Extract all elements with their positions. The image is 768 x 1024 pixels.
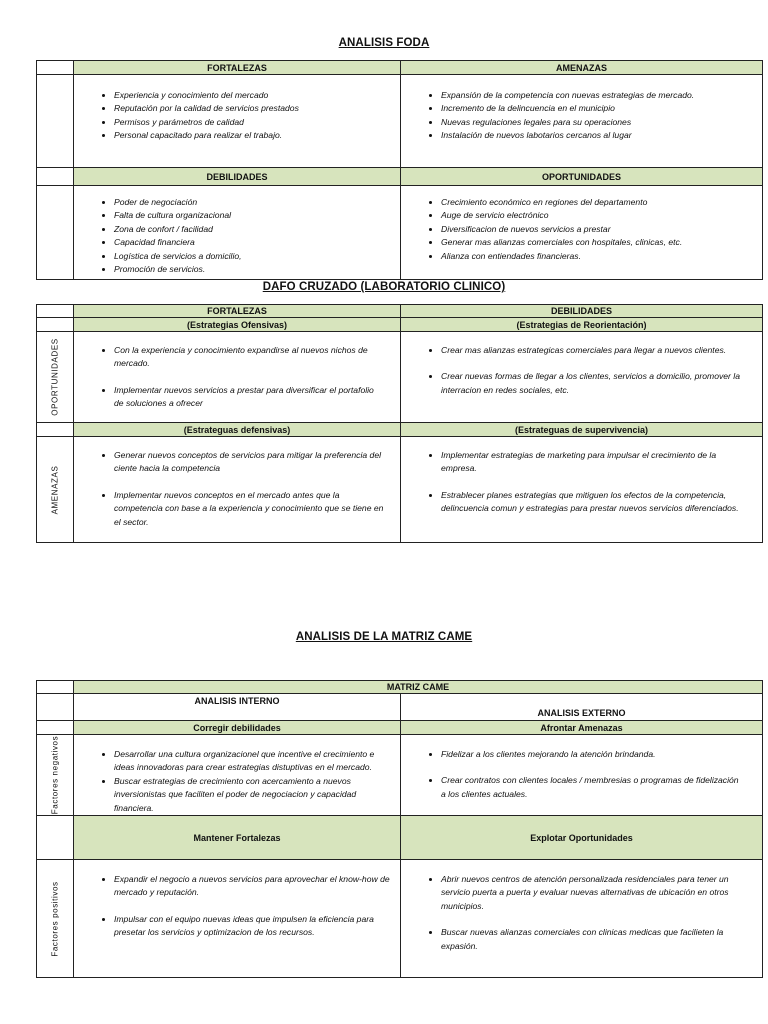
dafo-debilidades-header: DEBILIDADES xyxy=(401,305,763,318)
list-item: • Crear contratos con clientes locales / membresias o programas de fidelización a los clientes actuales. xyxy=(441,774,744,801)
came-negativos-label-cell xyxy=(37,735,74,816)
foda-amenazas-header: AMENAZAS xyxy=(401,61,763,75)
came-interno-header: ANALISIS INTERNO xyxy=(74,694,401,721)
came-afrontar-cell xyxy=(401,735,763,816)
dafo-defensivas-cell xyxy=(74,437,401,543)
foda-debilidades-cell xyxy=(74,186,401,280)
dafo-fortalezas-header: FORTALEZAS xyxy=(74,305,401,318)
foda-oportunidades-cell xyxy=(401,186,763,280)
list-item: • Poder de negociación xyxy=(114,196,400,209)
foda-table xyxy=(36,60,763,280)
corner-cell xyxy=(37,721,74,735)
dafo-defensivas-header: (Estrateguas defensivas) xyxy=(74,423,401,437)
dafo-ofensivas-cell xyxy=(74,332,401,423)
dafo-supervivencia-list xyxy=(401,449,762,516)
list-item: • Instalación de nuevos labotarios cercanos al lugar xyxy=(441,129,762,142)
foda-fortalezas-header: FORTALEZAS xyxy=(74,61,401,75)
list-item: • Buscar nuevas alianzas comerciales con clinicas medicas que facilieten la expasión. xyxy=(441,926,750,953)
list-item: • Con la experiencia y conocimiento expandirse al nuevos nichos de mercado. xyxy=(114,344,382,371)
list-item: • Abrir nuevos centros de atención personalizada residenciales para tener un servicio puerta a puerta y evaluar nuevas alternativas de ubicación en otros municipios. xyxy=(441,873,750,913)
list-item: • Implementar nuevos servicios a prestar para diversificar el portafolio de soluciones a ofrecer xyxy=(114,384,382,411)
came-afrontar-header: Afrontar Amenazas xyxy=(401,721,763,735)
list-item: • Capacidad financiera xyxy=(114,236,400,249)
foda-title: ANALISIS FODA xyxy=(338,37,430,49)
came-corregir-header: Corregir debilidades xyxy=(74,721,401,735)
list-item: • Crecimiento económico en regiones del departamento xyxy=(441,196,762,209)
list-item: • Experiencia y conocimiento del mercado xyxy=(114,89,400,102)
list-item: • Fidelizar a los clientes mejorando la atención brindanda. xyxy=(441,748,744,761)
dafo-amenazas-label: AMENAZAS xyxy=(50,465,60,514)
corner-cell xyxy=(37,305,74,318)
dafo-ofensivas-header: (Estrategias Ofensivas) xyxy=(74,318,401,332)
list-item: • Generar mas alianzas comerciales con hospitales, clinicas, etc. xyxy=(441,236,762,249)
dafo-defensivas-list xyxy=(74,449,400,529)
row-label-cell xyxy=(37,186,74,280)
dafo-table xyxy=(36,304,763,543)
corner-cell xyxy=(37,61,74,75)
list-item: • Expansión de la competencia con nuevas estrategias de mercado. xyxy=(441,89,762,102)
corner-cell xyxy=(37,694,74,721)
row-label-cell xyxy=(37,75,74,168)
dafo-oportunidades-label: OPORTUNIDADES xyxy=(50,338,60,416)
list-item: • Buscar estrategias de crecimiento con acercamiento a nuevos inversionistas que faciliten el poder de negociacion y capacidad financiera. xyxy=(114,775,386,815)
list-item: • Crear mas alianzas estrategicas comerciales para llegar a nuevos clientes. xyxy=(441,344,742,357)
dafo-ofensivas-list xyxy=(74,344,400,411)
came-mantener-header: Mantener Fortalezas xyxy=(74,816,401,860)
list-item: • Permisos y parámetros de calidad xyxy=(114,116,400,129)
foda-fortalezas-list xyxy=(74,89,400,143)
list-item: • Desarrollar una cultura organizacionel que incentive el crecimiento e ideas innovadoras para crear estrategias distuptivas en el mercado. xyxy=(114,748,386,775)
came-mantener-list xyxy=(74,873,400,940)
dafo-title: DAFO CRUZADO (LABORATORIO CLINICO) xyxy=(262,281,506,293)
foda-oportunidades-list xyxy=(401,196,762,263)
list-item: • Diversificacion de nuevos servicios a prestar xyxy=(441,223,762,236)
list-item: • Nuevas regulaciones legales para su operaciones xyxy=(441,116,762,129)
list-item: • Zona de confort / facilidad xyxy=(114,223,400,236)
came-corregir-cell xyxy=(74,735,401,816)
came-table xyxy=(36,680,763,978)
came-explotar-list xyxy=(401,873,762,953)
list-item: • Impulsar con el equipo nuevas ideas que impulsen la eficiencia para presetar los servicios y optimizacion de los recursos. xyxy=(114,913,390,940)
came-corregir-list xyxy=(74,748,400,815)
dafo-oportunidades-label-cell xyxy=(37,332,74,423)
corner-cell xyxy=(37,816,74,860)
dafo-supervivencia-cell xyxy=(401,437,763,543)
came-explotar-cell xyxy=(401,860,763,978)
list-item: • Generar nuevos conceptos de servicios para mitigar la preferencia del ciente hacia la competencia xyxy=(114,449,384,476)
list-item: • Implementar nuevos conceptos en el mercado antes que la competencia con base a la experiencia y conocimiento que se tiene en el sector. xyxy=(114,489,384,529)
list-item: • Crear nuevas formas de llegar a los clientes, servicios a domicilio, promover la interracion en redes sociales, etc. xyxy=(441,370,742,397)
list-item: • Personal capacitado para realizar el trabajo. xyxy=(114,129,400,142)
foda-amenazas-list xyxy=(401,89,762,143)
list-item: • Incremento de la delincuencia en el municipio xyxy=(441,102,762,115)
dafo-amenazas-label-cell xyxy=(37,437,74,543)
list-item: • Implementar estrategias de marketing para impulsar el crecimiento de la empresa. xyxy=(441,449,744,476)
foda-debilidades-list xyxy=(74,196,400,276)
came-explotar-header: Explotar Oportunidades xyxy=(401,816,763,860)
foda-oportunidades-header: OPORTUNIDADES xyxy=(401,168,763,186)
corner-cell xyxy=(37,423,74,437)
list-item: • Alianza con entiendades financieras. xyxy=(441,250,762,263)
foda-fortalezas-cell xyxy=(74,75,401,168)
list-item: • Estrablecer planes estrategias que mitiguen los efectos de la competencia, delincuencia comun y estrategias para prestar nuevos servicios diferenciados. xyxy=(441,489,744,516)
list-item: • Promoción de servicios. xyxy=(114,263,400,276)
foda-amenazas-cell xyxy=(401,75,763,168)
dafo-reorientacion-cell xyxy=(401,332,763,423)
came-externo-header: ANALISIS EXTERNO xyxy=(401,694,763,721)
list-item: • Reputación por la calidad de servicios prestados xyxy=(114,102,400,115)
came-matriz-header: MATRIZ CAME xyxy=(74,681,763,694)
came-negativos-label: Factores negativos xyxy=(50,735,60,815)
came-positivos-label-cell xyxy=(37,860,74,978)
came-positivos-label: Factores positivos xyxy=(50,880,60,957)
foda-debilidades-header: DEBILIDADES xyxy=(74,168,401,186)
dafo-reorientacion-header: (Estrategias de Reorientación) xyxy=(401,318,763,332)
list-item: • Falta de cultura organizacional xyxy=(114,209,400,222)
dafo-reorientacion-list xyxy=(401,344,762,397)
list-item: • Expandir el negocio a nuevos servicios para aprovechar el know-how de mercado y reputación. xyxy=(114,873,390,900)
came-title: ANALISIS DE LA MATRIZ CAME xyxy=(295,631,473,643)
corner-cell xyxy=(37,318,74,332)
corner-cell xyxy=(37,168,74,186)
came-afrontar-list xyxy=(401,748,762,801)
corner-cell xyxy=(37,681,74,694)
dafo-supervivencia-header: (Estrateguas de supervivencia) xyxy=(401,423,763,437)
came-mantener-cell xyxy=(74,860,401,978)
list-item: • Auge de servicio electrónico xyxy=(441,209,762,222)
list-item: • Logística de servicios a domicilio, xyxy=(114,250,400,263)
